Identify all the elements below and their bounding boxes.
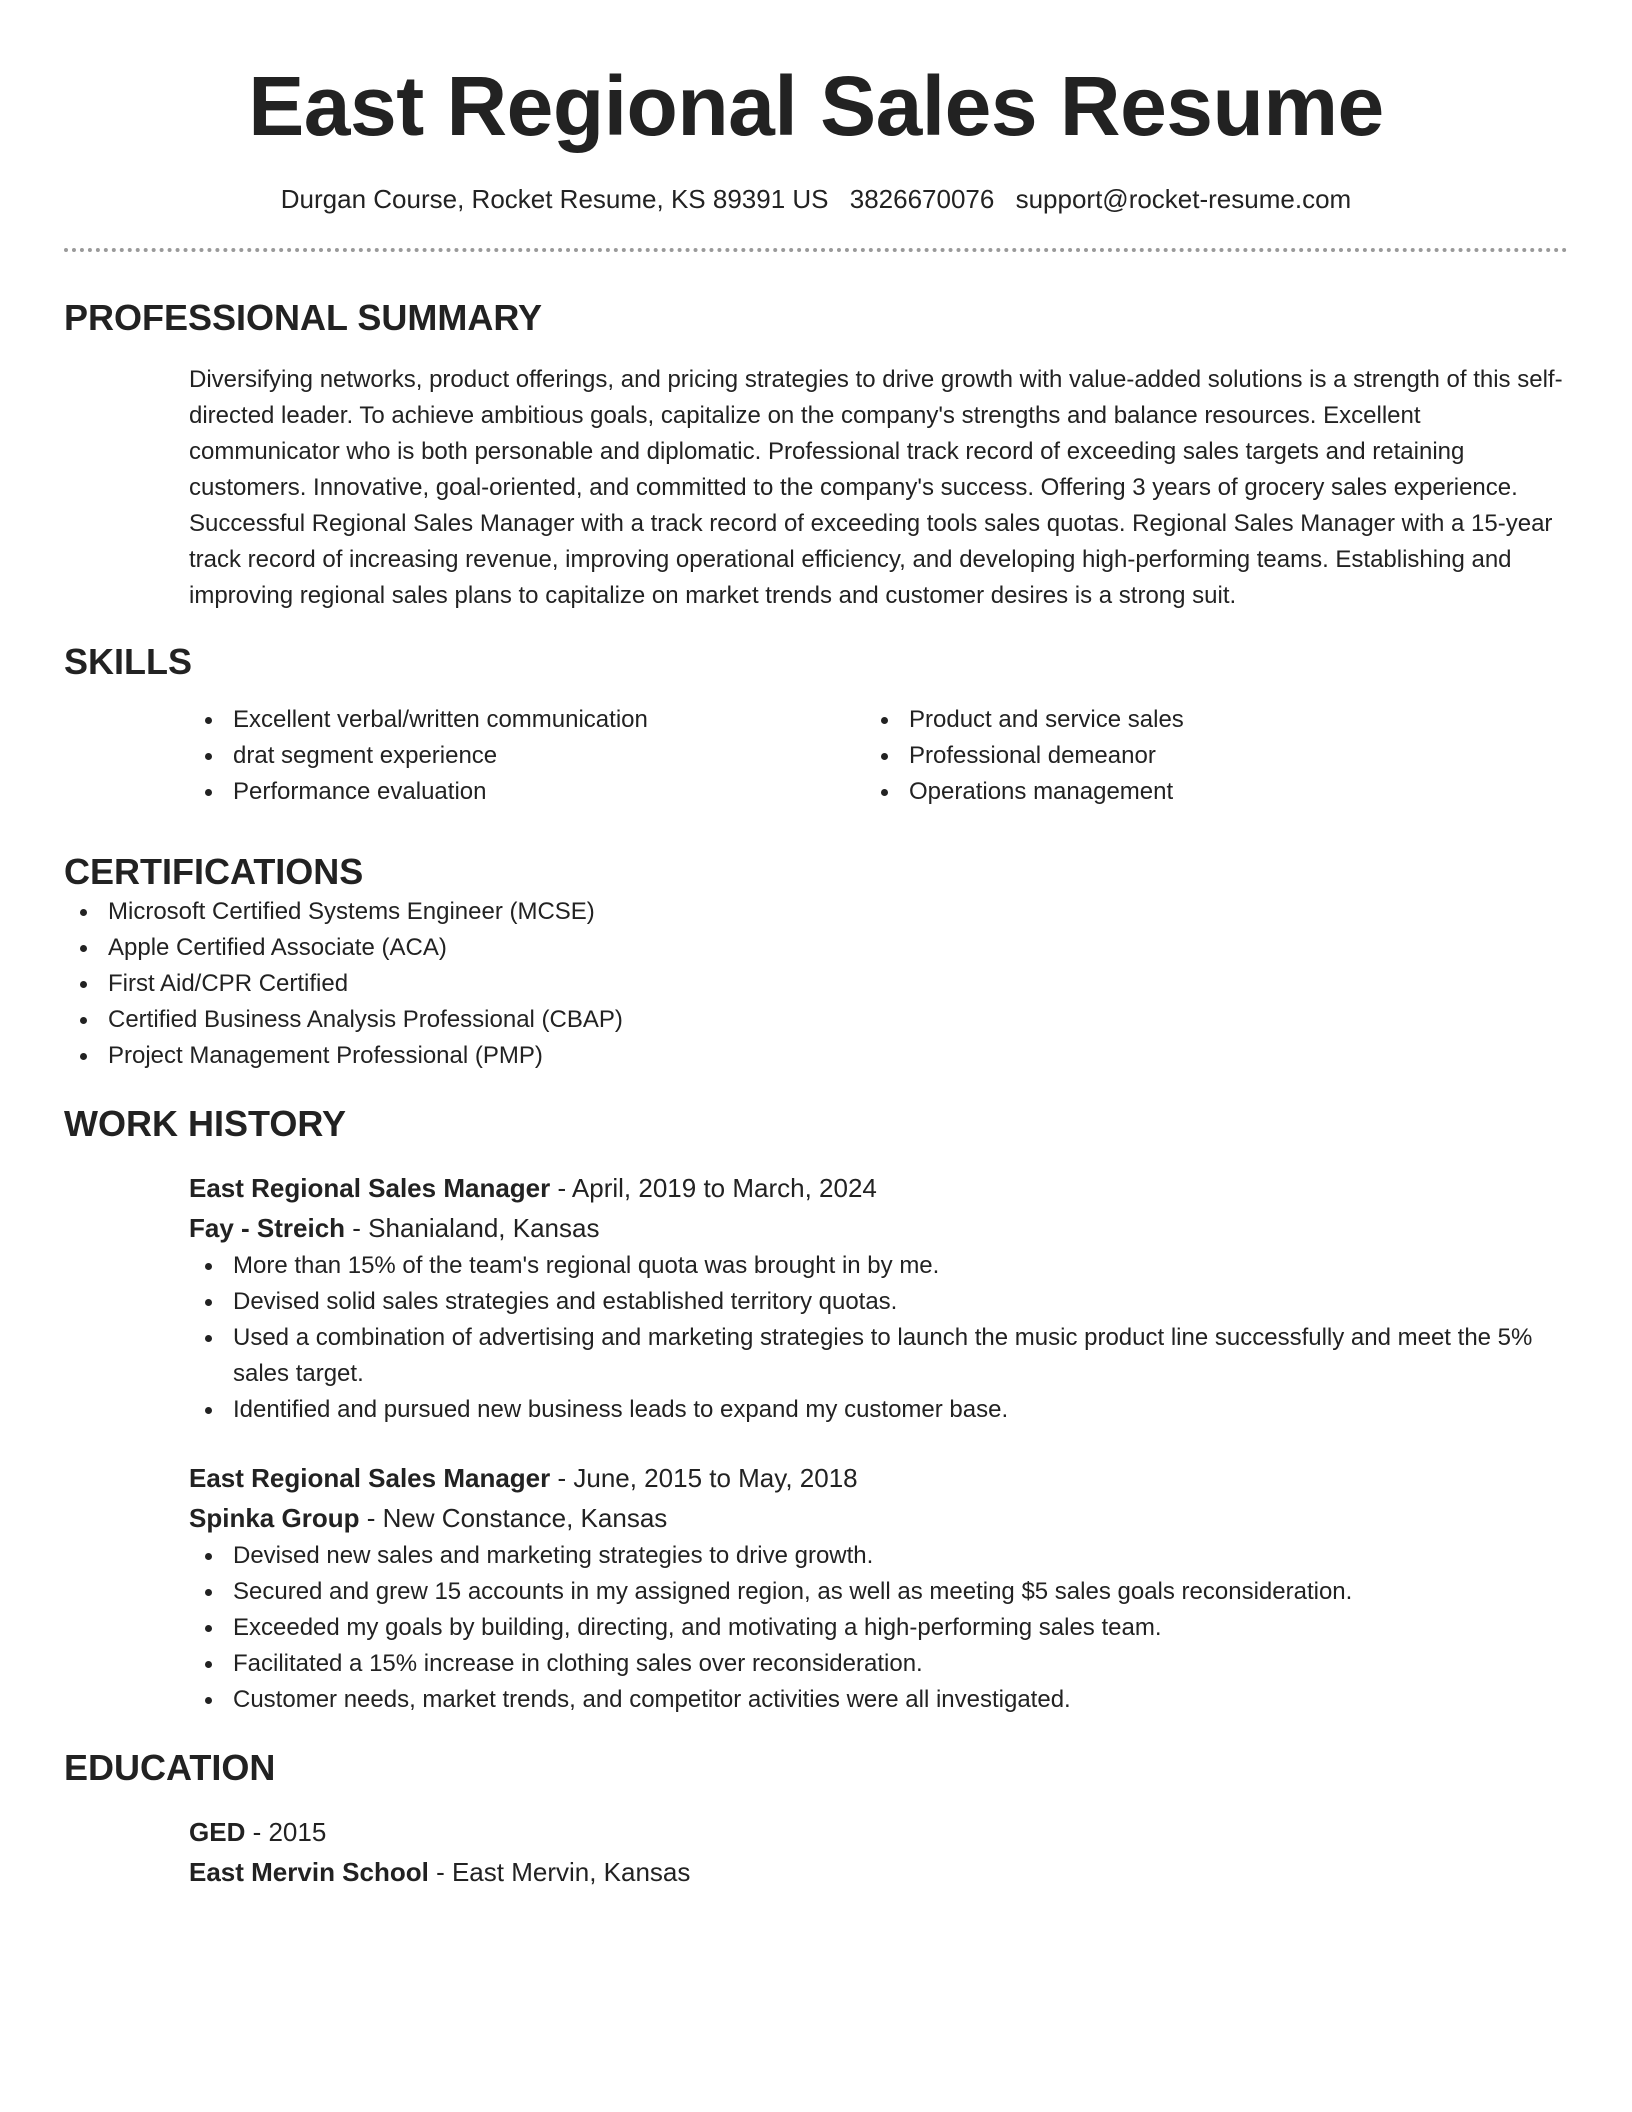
job-bullet: Customer needs, market trends, and competitor activities were all investigated. bbox=[189, 1682, 1568, 1718]
header-divider bbox=[64, 248, 1568, 252]
certification-item: Microsoft Certified Systems Engineer (MCSE) bbox=[64, 894, 1568, 930]
education-heading: EDUCATION bbox=[64, 1747, 276, 1788]
education-location: - East Mervin, Kansas bbox=[428, 1857, 691, 1887]
job-dates: - June, 2015 to May, 2018 bbox=[550, 1463, 858, 1493]
contact-email: support@rocket-resume.com bbox=[1015, 184, 1352, 214]
job-entry bbox=[189, 1458, 1568, 1718]
contact-address: Durgan Course, Rocket Resume, KS 89391 US bbox=[280, 184, 829, 214]
skills-column-left bbox=[189, 702, 865, 810]
certification-item: Certified Business Analysis Professional (CBAP) bbox=[64, 1002, 1568, 1038]
job-bullet: Devised solid sales strategies and established territory quotas. bbox=[189, 1284, 1568, 1320]
education-degree: GED bbox=[189, 1817, 246, 1847]
bullet-dot bbox=[205, 1407, 212, 1414]
contact-line bbox=[64, 182, 1568, 216]
bullet-dot bbox=[80, 945, 87, 952]
skill-item: Operations management bbox=[865, 774, 1541, 810]
bullet-dot bbox=[80, 1053, 87, 1060]
job-bullet: Facilitated a 15% increase in clothing sales over reconsideration. bbox=[189, 1646, 1568, 1682]
job-role: East Regional Sales Manager bbox=[189, 1463, 551, 1493]
bullet-dot bbox=[205, 1589, 212, 1596]
job-bullet: More than 15% of the team's regional quota was brought in by me. bbox=[189, 1248, 1568, 1284]
job-company-line bbox=[189, 1208, 1568, 1248]
job-company-line bbox=[189, 1498, 1568, 1538]
certification-item: First Aid/CPR Certified bbox=[64, 966, 1568, 1002]
education-degree-line bbox=[189, 1812, 1568, 1852]
skills-grid bbox=[189, 702, 1568, 810]
contact-phone: 3826670076 bbox=[849, 184, 995, 214]
job-bullets bbox=[189, 1248, 1568, 1428]
job-company: Spinka Group bbox=[189, 1503, 360, 1533]
bullet-dot bbox=[881, 717, 888, 724]
certification-item: Project Management Professional (PMP) bbox=[64, 1038, 1568, 1074]
education-section bbox=[64, 1746, 1568, 1892]
certification-item: Apple Certified Associate (ACA) bbox=[64, 930, 1568, 966]
skill-item: Excellent verbal/written communication bbox=[189, 702, 865, 738]
certifications-section bbox=[64, 850, 1568, 1074]
bullet-dot bbox=[205, 753, 212, 760]
bullet-dot bbox=[80, 909, 87, 916]
work-history-heading: WORK HISTORY bbox=[64, 1103, 347, 1144]
education-school-line bbox=[189, 1852, 1568, 1892]
job-location: - New Constance, Kansas bbox=[359, 1503, 668, 1533]
job-entry bbox=[189, 1168, 1568, 1428]
job-bullet: Devised new sales and marketing strategies to drive growth. bbox=[189, 1538, 1568, 1574]
resume-title: East Regional Sales Resume bbox=[248, 59, 1384, 153]
education-entry bbox=[189, 1812, 1568, 1892]
job-dates: - April, 2019 to March, 2024 bbox=[550, 1173, 877, 1203]
job-bullet: Used a combination of advertising and marketing strategies to launch the music product line successfully and meet the 5% sales target. bbox=[189, 1320, 1568, 1392]
job-role-line bbox=[189, 1168, 1568, 1208]
job-role: East Regional Sales Manager bbox=[189, 1173, 551, 1203]
job-bullets bbox=[189, 1538, 1568, 1718]
job-location: - Shanialand, Kansas bbox=[345, 1213, 600, 1243]
job-bullet: Exceeded my goals by building, directing, and motivating a high-performing sales team. bbox=[189, 1610, 1568, 1646]
certifications-list bbox=[64, 894, 1568, 1074]
bullet-dot bbox=[205, 717, 212, 724]
skills-heading: SKILLS bbox=[64, 641, 193, 682]
bullet-dot bbox=[205, 1299, 212, 1306]
bullet-dot bbox=[881, 789, 888, 796]
certifications-heading: CERTIFICATIONS bbox=[64, 851, 364, 892]
bullet-dot bbox=[205, 1335, 212, 1342]
skill-item: Professional demeanor bbox=[865, 738, 1541, 774]
summary-section bbox=[64, 296, 1568, 614]
skill-item: Performance evaluation bbox=[189, 774, 865, 810]
bullet-dot bbox=[881, 753, 888, 760]
bullet-dot bbox=[80, 981, 87, 988]
skill-item: drat segment experience bbox=[189, 738, 865, 774]
skills-column-right bbox=[865, 702, 1541, 810]
job-bullet: Identified and pursued new business leads to expand my customer base. bbox=[189, 1392, 1568, 1428]
bullet-dot bbox=[205, 1697, 212, 1704]
skill-item: Product and service sales bbox=[865, 702, 1541, 738]
bullet-dot bbox=[205, 1263, 212, 1270]
work-history-section bbox=[64, 1102, 1568, 1718]
education-school: East Mervin School bbox=[189, 1857, 429, 1887]
bullet-dot bbox=[80, 1017, 87, 1024]
skills-list-right bbox=[865, 702, 1541, 810]
bullet-dot bbox=[205, 789, 212, 796]
job-company: Fay - Streich bbox=[189, 1213, 346, 1243]
summary-text: Diversifying networks, product offerings, and pricing strategies to drive growth with value-added solutions is a strength of this self-directed leader. To achieve ambitious goals, capitalize on the company's strengths and balance resources. Excellent communicator who is both personable and diplomatic. Professional track record of exceeding sales targets and retaining customers. Innovative, goal-oriented, and committed to the company's success. Offering 3 years of grocery sales experience. Successful Regional Sales Manager with a track record of exceeding tools sales quotas. Regional Sales Manager with a 15-year track record of increasing revenue, improving operational efficiency, and developing high-performing teams. Establishing and improving regional sales plans to capitalize on market trends and customer desires is a strong suit. bbox=[189, 366, 1563, 609]
skills-section bbox=[64, 640, 1568, 810]
bullet-dot bbox=[205, 1553, 212, 1560]
skills-list-left bbox=[189, 702, 865, 810]
summary-heading: PROFESSIONAL SUMMARY bbox=[64, 297, 543, 338]
bullet-dot bbox=[205, 1625, 212, 1632]
education-year: - 2015 bbox=[245, 1817, 327, 1847]
bullet-dot bbox=[205, 1661, 212, 1668]
job-role-line bbox=[189, 1458, 1568, 1498]
job-bullet: Secured and grew 15 accounts in my assigned region, as well as meeting $5 sales goals reconsideration. bbox=[189, 1574, 1568, 1610]
